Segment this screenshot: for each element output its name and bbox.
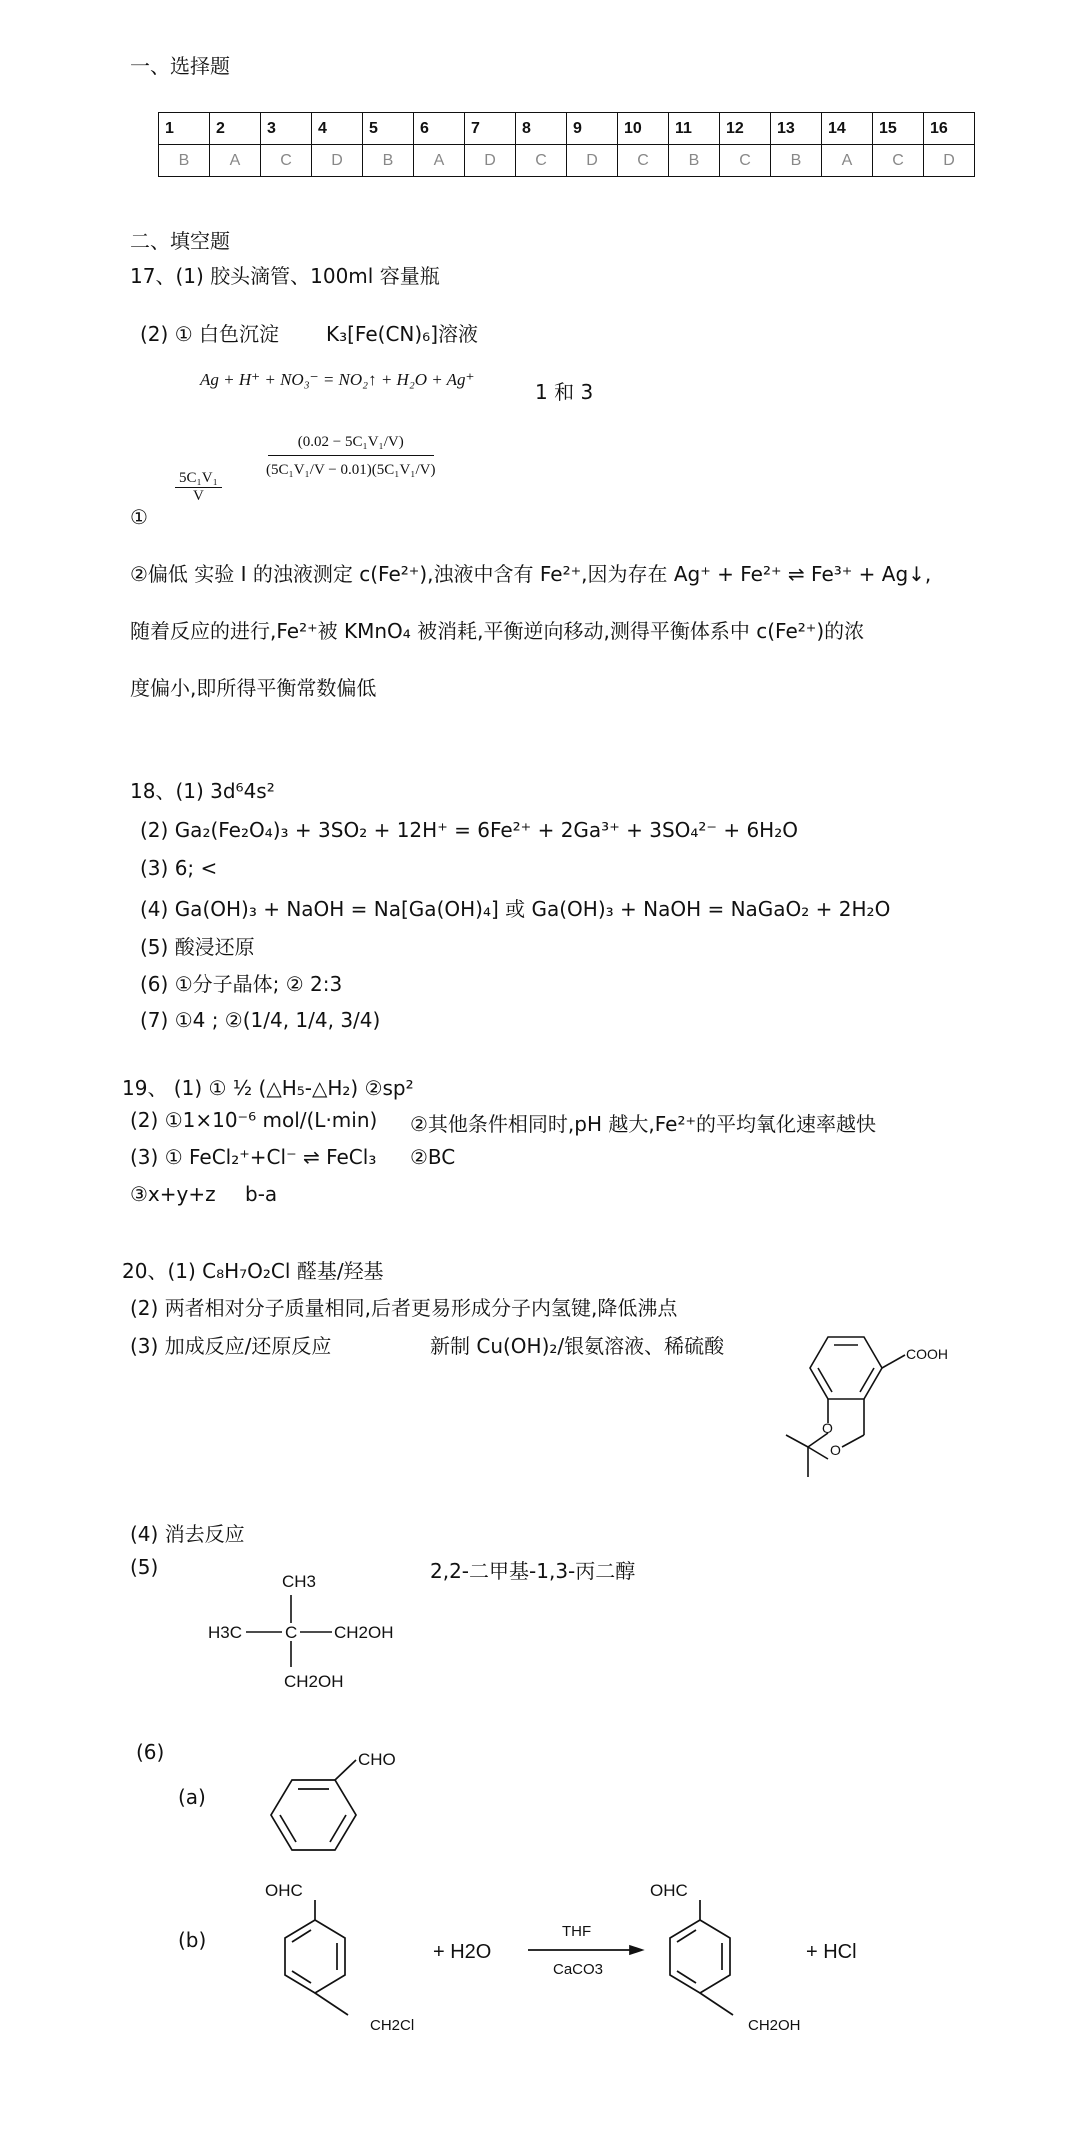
table-cell: 16 xyxy=(924,113,975,145)
q18-part1: 18、(1) 3d⁶4s² xyxy=(130,779,275,803)
q18-part6: (6) ①分子晶体; ② 2:3 xyxy=(140,972,343,996)
table-cell: B xyxy=(159,145,210,177)
plus-hcl: + HCl xyxy=(806,1941,857,1963)
q17-line-1: ②偏低 实验 I 的浊液测定 c(Fe²⁺),浊液中含有 Fe²⁺,因为存在 Ag⁺ + Fe²⁺ ⇌ Fe³⁺ + Ag↓, xyxy=(130,562,932,586)
q17-line-3: 度偏小,即所得平衡常数偏低 xyxy=(130,676,377,700)
table-cell: 12 xyxy=(720,113,771,145)
table-cell: 6 xyxy=(414,113,465,145)
q19-part3-b: ②BC xyxy=(410,1145,456,1169)
q17-expr2 xyxy=(262,430,440,479)
table-cell: 3 xyxy=(261,113,312,145)
table-cell: 8 xyxy=(516,113,567,145)
reaction-b xyxy=(250,1880,900,2070)
q17-expr2-numerator: (0.02 − 5C₁V₁/V) xyxy=(268,430,434,456)
q18-part4: (4) Ga(OH)₃ + NaOH = Na[Ga(OH)₄] 或 Ga(OH)₃ + NaOH = NaGaO₂ + 2H₂O xyxy=(140,897,891,921)
q20-part1: 20、(1) C₈H₇O₂Cl 醛基/羟基 xyxy=(122,1259,384,1283)
q17-part1: 17、(1) 胶头滴管、100ml 容量瓶 xyxy=(130,264,440,288)
table-cell: D xyxy=(924,145,975,177)
cho-label: CHO xyxy=(358,1750,396,1769)
q19-part2-b: ②其他条件相同时,pH 越大,Fe²⁺的平均氧化速率越快 xyxy=(410,1112,877,1136)
q17-equation: Ag + H⁺ + NO₃⁻ = NO₂↑ + H₂O + Ag⁺ xyxy=(200,370,475,389)
table-cell: C xyxy=(720,145,771,177)
q17-expr1-denominator: V xyxy=(192,488,204,504)
benzodioxane-cooh-structure xyxy=(740,1315,960,1495)
table-cell: 7 xyxy=(465,113,516,145)
q18-part7: (7) ①4 ; ②(1/4, 1/4, 3/4) xyxy=(140,1008,381,1032)
q17-line-2: 随着反应的进行,Fe²⁺被 KMnO₄ 被消耗,平衡逆向移动,测得平衡体系中 c(Fe²⁺)的浓 xyxy=(130,619,865,643)
table-cell: 10 xyxy=(618,113,669,145)
q19-part4-a: ③x+y+z xyxy=(130,1182,216,1206)
ring-oxygen-2: O xyxy=(830,1442,841,1458)
table-cell: D xyxy=(465,145,516,177)
table-cell: A xyxy=(414,145,465,177)
table-cell: 5 xyxy=(363,113,414,145)
ohc-label-reactant: OHC xyxy=(265,1881,303,1900)
q20-part5-name: 2,2-二甲基-1,3-丙二醇 xyxy=(430,1559,636,1583)
q19-part3-a: (3) ① FeCl₂⁺+Cl⁻ ⇌ FeCl₃ xyxy=(130,1145,377,1169)
table-cell: C xyxy=(516,145,567,177)
q17-expr2-denominator: (5C₁V₁/V − 0.01)(5C₁V₁/V) xyxy=(266,462,436,478)
q20-part3-b: 新制 Cu(OH)₂/银氨溶液、稀硫酸 xyxy=(430,1334,725,1358)
q17-expr1-numerator: 5C₁V₁ xyxy=(175,470,222,488)
table-cell: 2 xyxy=(210,113,261,145)
q17-part2-b: K₃[Fe(CN)₆]溶液 xyxy=(326,322,479,346)
thf-label: THF xyxy=(562,1923,592,1940)
structure-ch2oh-bottom: CH2OH xyxy=(284,1672,344,1691)
table-cell: 9 xyxy=(567,113,618,145)
q20-part5: (5) xyxy=(130,1555,159,1579)
q19-part4-b: b-a xyxy=(245,1182,278,1206)
q17-expr1 xyxy=(175,470,222,505)
structure-ch2oh-right: CH2OH xyxy=(334,1623,394,1642)
cooh-label: COOH xyxy=(906,1346,948,1362)
table-cell: D xyxy=(312,145,363,177)
table-cell: B xyxy=(363,145,414,177)
answer-table-number-row xyxy=(159,113,975,145)
table-cell: C xyxy=(618,145,669,177)
ch2oh-label: CH2OH xyxy=(748,2017,801,2034)
q20-part6-a-label: (a) xyxy=(178,1785,206,1809)
table-cell: D xyxy=(567,145,618,177)
answer-table-answer-row xyxy=(159,145,975,177)
q19-part1: 19、 (1) ① ½ (△H₅-△H₂) ②sp² xyxy=(122,1076,414,1100)
q18-part3: (3) 6; < xyxy=(140,856,218,880)
structure-carbon: C xyxy=(285,1623,298,1642)
caco3-label: CaCO3 xyxy=(553,1961,604,1978)
ohc-label-product: OHC xyxy=(650,1881,688,1900)
q20-part3-a: (3) 加成反应/还原反应 xyxy=(130,1334,332,1358)
table-cell: B xyxy=(771,145,822,177)
q18-part2: (2) Ga₂(Fe₂O₄)₃ + 3SO₂ + 12H⁺ = 6Fe²⁺ + 2Ga³⁺ + 3SO₄²⁻ + 6H₂O xyxy=(140,818,798,842)
table-cell: A xyxy=(210,145,261,177)
table-cell: 11 xyxy=(669,113,720,145)
table-cell: 13 xyxy=(771,113,822,145)
plus-h2o: + H2O xyxy=(433,1941,492,1963)
q17-circle-1: ① xyxy=(130,505,148,529)
q20-part4: (4) 消去反应 xyxy=(130,1522,245,1546)
table-cell: C xyxy=(261,145,312,177)
q19-part2-a: (2) ①1×10⁻⁶ mol/(L·min) xyxy=(130,1108,378,1132)
q17-part2-a: (2) ① 白色沉淀 xyxy=(140,322,279,346)
ring-oxygen-1: O xyxy=(822,1420,833,1436)
q17-eq-note: 1 和 3 xyxy=(535,380,594,404)
q20-part6-b-label: (b) xyxy=(178,1928,207,1952)
section-2-title: 二、填空题 xyxy=(130,229,230,253)
table-cell: 4 xyxy=(312,113,363,145)
table-cell: 1 xyxy=(159,113,210,145)
table-cell: B xyxy=(669,145,720,177)
answer-table xyxy=(158,112,975,177)
section-1-title: 一、选择题 xyxy=(130,54,230,78)
structure-ch3: CH3 xyxy=(282,1572,317,1591)
q20-part2: (2) 两者相对分子质量相同,后者更易形成分子内氢键,降低沸点 xyxy=(130,1296,678,1320)
benzaldehyde-structure xyxy=(250,1745,430,1865)
table-cell: 14 xyxy=(822,113,873,145)
structure-h3c: H3C xyxy=(208,1623,243,1642)
ch2cl-label: CH2Cl xyxy=(370,2017,415,2034)
table-cell: A xyxy=(822,145,873,177)
table-cell: C xyxy=(873,145,924,177)
dimethylpropanediol-structure xyxy=(200,1565,420,1700)
table-cell: 15 xyxy=(873,113,924,145)
q20-part6: (6) xyxy=(136,1740,165,1764)
q18-part5: (5) 酸浸还原 xyxy=(140,935,255,959)
